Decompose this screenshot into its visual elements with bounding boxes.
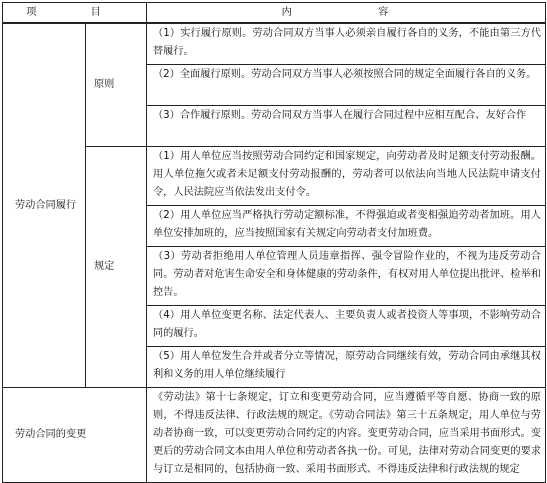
table-row: [3, 388, 546, 483]
contract-table: [2, 2, 546, 483]
rule-2: （2）用人单位应当严格执行劳动定额标准，不得强迫或者变相强迫劳动者加班。用人单位安排加班的，应当按照国家有关规定向劳动者支付加班费。: [147, 206, 546, 247]
sub-principles: [86, 23, 147, 147]
header-item-label: 项 目: [26, 6, 123, 18]
rule-4: （4）用人单位变更名称、法定代表人、主要负责人或者投资人等事项，不影响劳动合同的履行。: [147, 306, 546, 347]
sub-rules: [86, 147, 147, 388]
header-content: [147, 3, 546, 24]
rule-3: （3）劳动者拒绝用人单位管理人员违章指挥、强令冒险作业的，不视为违反劳动合同。劳动者对危害生命安全和身体健康的劳动条件，有权对用人单位提出批评、检举和控告。: [147, 247, 546, 306]
rule-1: （1）用人单位应当按照劳动合同约定和国家规定，向劳动者及时足额支付劳动报酬。用人单位拖欠或者未足额支付劳动报酬的，劳动者可以依法向当地人民法院申请支付令，人民法院应当依法发出支付令。: [147, 147, 546, 206]
rule-5: （5）用人单位发生合并或者分立等情况，原劳动合同继续有效，劳动合同由承继其权利和义务的用人单位继续履行: [147, 347, 546, 388]
category-performance-label: 劳动合同履行: [15, 199, 77, 211]
principle-1: （1）实行履行原则。劳动合同双方当事人必须亲自履行各自的义务，不能由第三方代替履行。: [147, 23, 546, 65]
category-change: [3, 388, 147, 483]
change-text: 《劳动法》第十七条规定，订立和变更劳动合同，应当遵循平等自愿、协商一致的原则，不得违反法律、行政法规的规定。《劳动合同法》第三十五条规定，用人单位与劳动者协商一致，可以变更劳动合同约定的内容。变更劳动合同，应当采用书面形式。变更后的劳动合同文本由用人单位和劳动者各执一份。可见，法律对劳动合同变更的要求与订立是相同的，包括协商一致、采用书面形式、不得违反法律和行政法规的规定: [147, 388, 546, 483]
table-row: [3, 23, 546, 65]
principle-2: （2）全面履行原则。劳动合同双方当事人必须按照合同的规定全面履行各自的义务。: [147, 65, 546, 106]
table-header-row: [3, 3, 546, 24]
header-item: [3, 3, 147, 24]
sub-principles-label: 原则: [94, 79, 115, 90]
sub-rules-label: 规定: [94, 261, 115, 272]
category-performance: [3, 23, 86, 388]
category-change-label: 劳动合同的变更: [15, 429, 87, 440]
header-content-label: 内 容: [281, 6, 411, 18]
principle-3: （3）合作履行原则。劳动合同双方当事人在履行合同过程中应相互配合、友好合作: [147, 106, 546, 147]
